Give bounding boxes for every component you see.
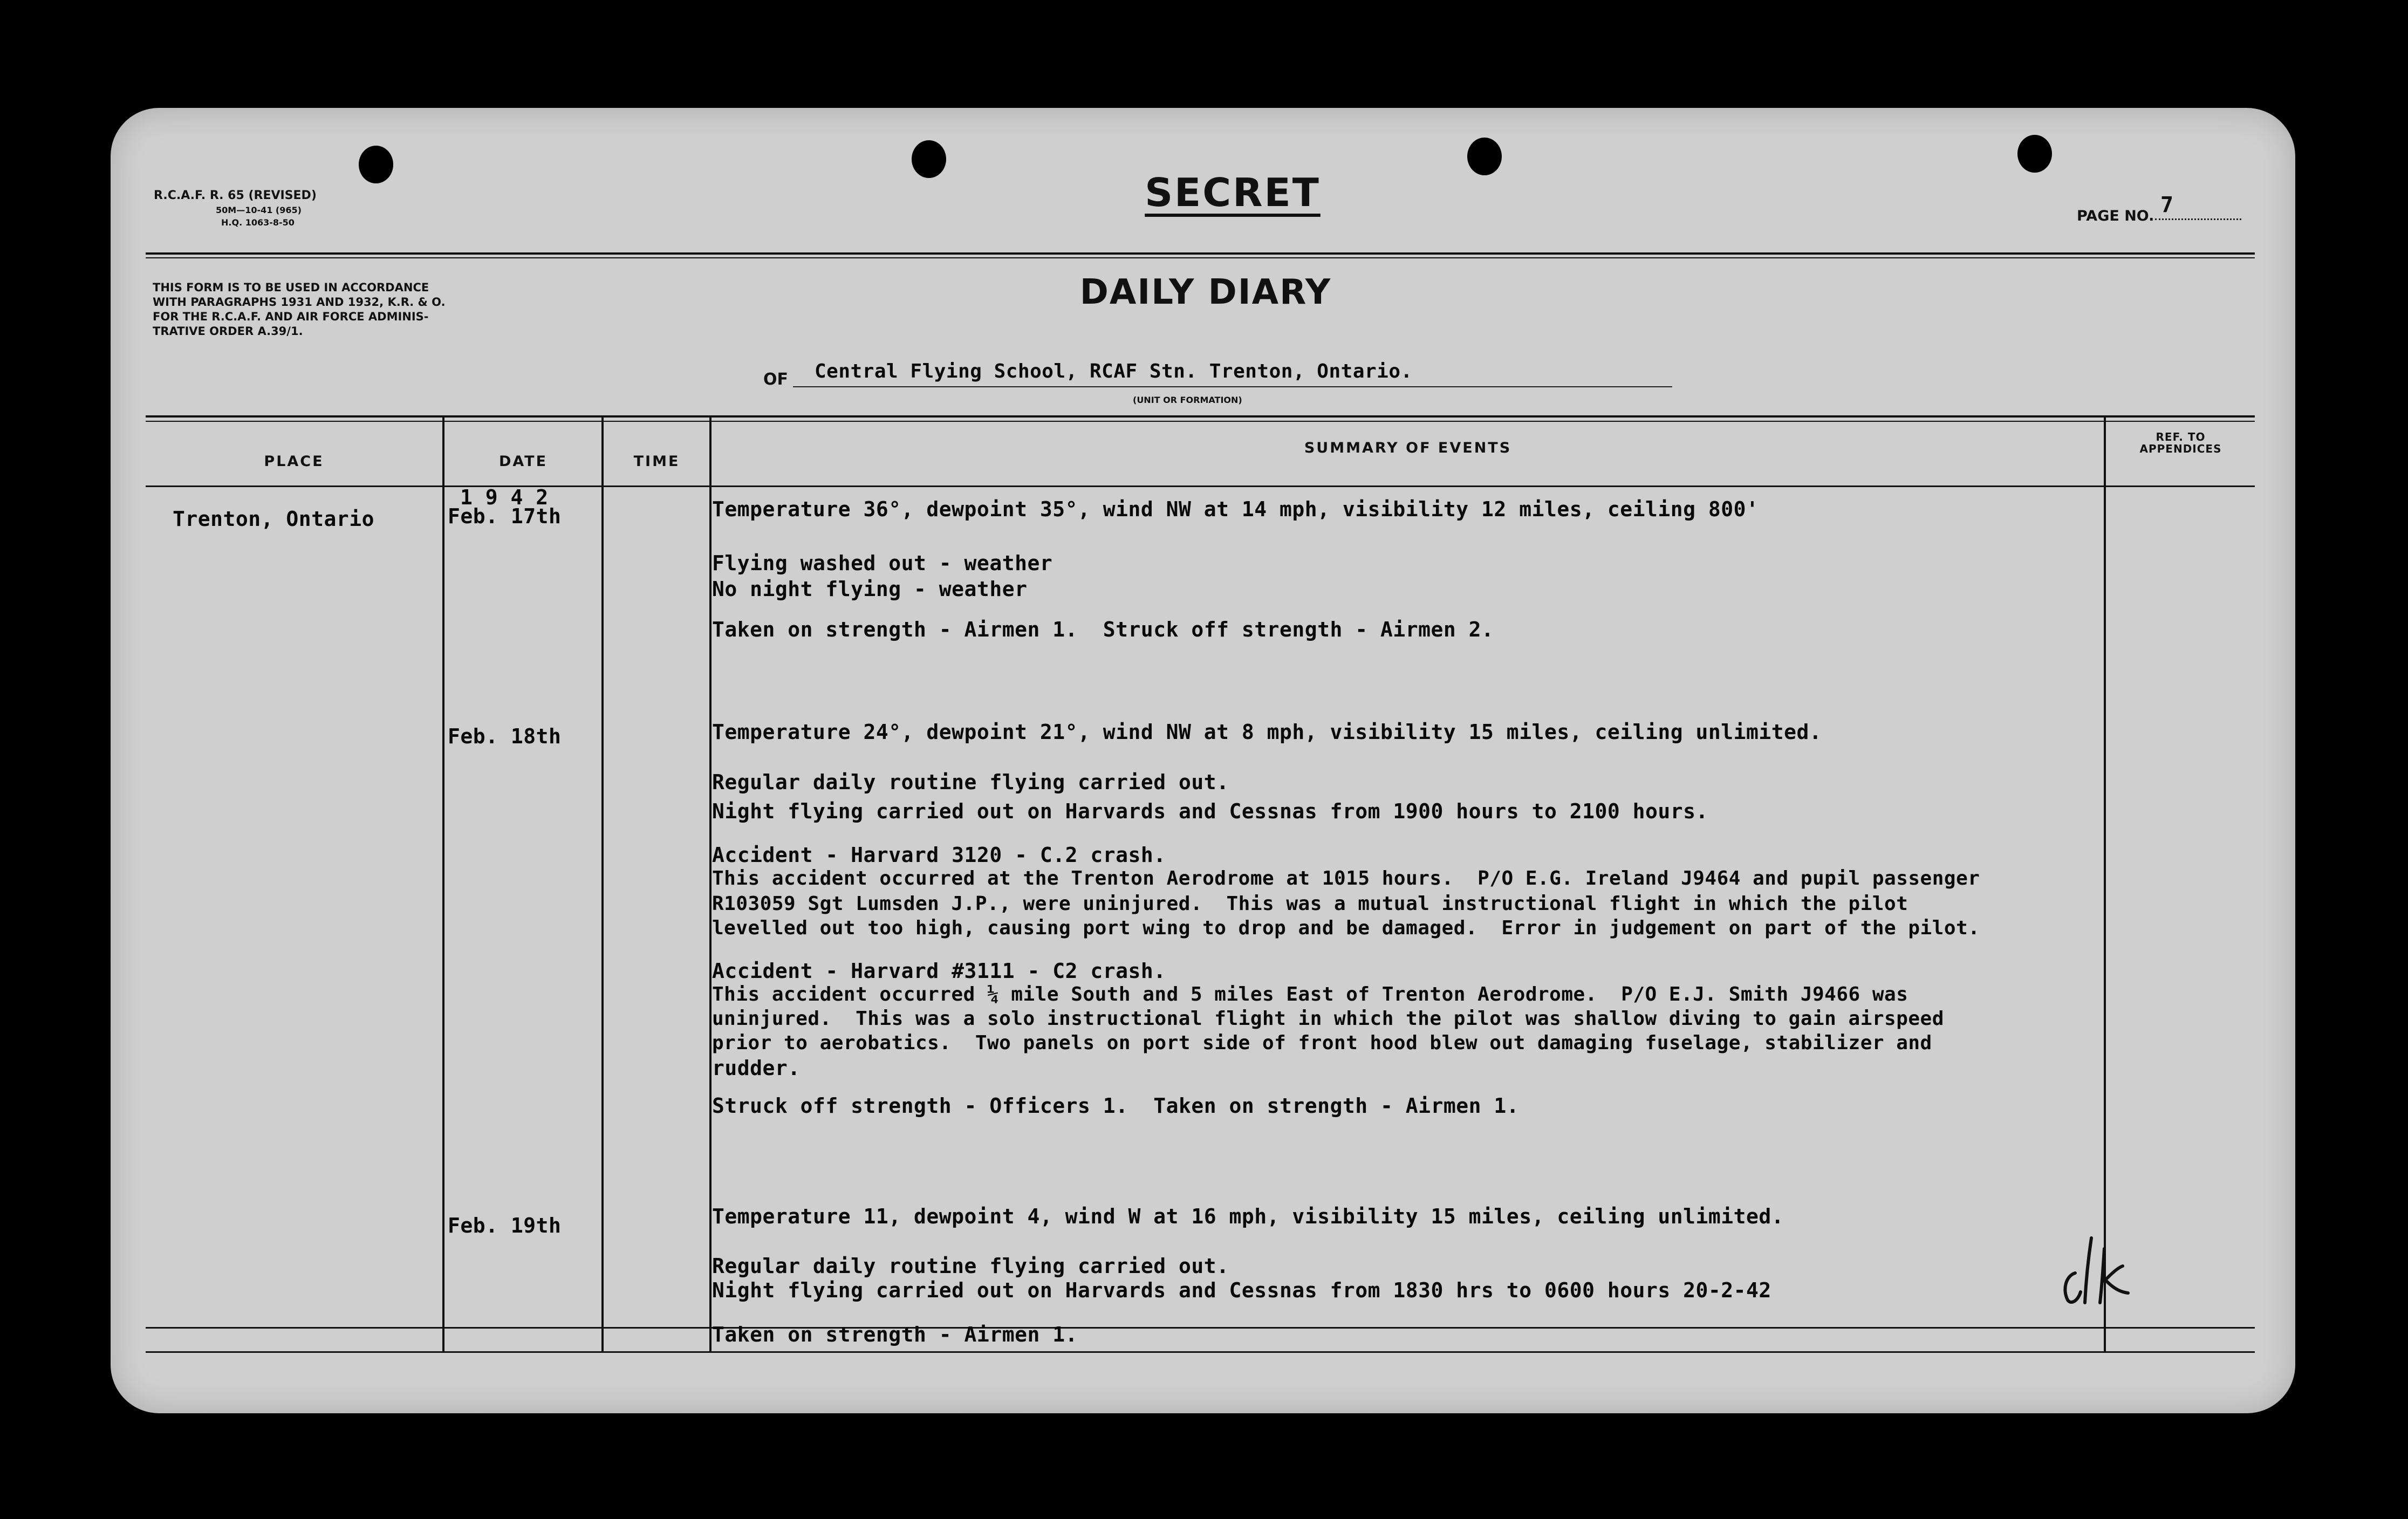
date-entry: Feb. 19th <box>448 1214 562 1237</box>
instruction-line: WITH PARAGRAPHS 1931 AND 1932, K.R. & O. <box>153 296 446 309</box>
place-entry: Trenton, Ontario <box>173 507 375 531</box>
summary-line: rudder. <box>712 1056 801 1080</box>
summary-line: Accident - Harvard 3120 - C.2 crash. <box>712 843 1166 867</box>
form-print-code-2: H.Q. 1063-8-50 <box>221 217 295 228</box>
classification-stamp <box>1109 170 1357 215</box>
diary-card <box>111 108 2295 1413</box>
page-number: 7 <box>2160 193 2174 217</box>
table-top-rule <box>146 415 2255 418</box>
punch-hole <box>359 146 393 183</box>
unit-name: Central Flying School, RCAF Stn. Trenton, Ontario. <box>815 360 1413 382</box>
summary-line: levelled out too high, causing port wing to drop and be damaged. Error in judgement on part of the pilot. <box>712 917 1980 939</box>
column-header-ref-2: APPENDICES <box>2139 442 2222 455</box>
instruction-line: FOR THE R.C.A.F. AND AIR FORCE ADMINIS- <box>153 310 429 323</box>
summary-line: This accident occurred ¼ mile South and 5 miles East of Trenton Aerodrome. P/O E.J. Smith J9466 was <box>712 983 1908 1005</box>
of-label: OF <box>763 370 788 389</box>
summary-line: Night flying carried out on Harvards and Cessnas from 1900 hours to 2100 hours. <box>712 799 1708 823</box>
summary-line: Struck off strength - Officers 1. Taken on strength - Airmen 1. <box>712 1094 1520 1118</box>
classification-text: SECRET <box>1145 170 1321 215</box>
column-header-date: DATE <box>498 453 548 470</box>
summary-line: No night flying - weather <box>712 577 1028 601</box>
table-bottom-rule <box>146 1351 2255 1353</box>
summary-line: Temperature 24°, dewpoint 21°, wind NW at 8 mph, visibility 15 miles, ceiling unlimited. <box>712 720 1822 744</box>
column-rule <box>2104 415 2106 1351</box>
summary-line: Regular daily routine flying carried out. <box>712 770 1229 794</box>
form-number: R.C.A.F. R. 65 (REVISED) <box>154 189 317 202</box>
summary-line: Taken on strength - Airmen 1. Struck off strength - Airmen 2. <box>712 618 1494 641</box>
column-rule <box>601 415 604 1351</box>
summary-line: Night flying carried out on Harvards and Cessnas from 1830 hrs to 0600 hours 20-2-42 <box>712 1278 1771 1302</box>
column-header-ref-1: REF. TO <box>2156 430 2206 443</box>
column-header-time: TIME <box>633 453 680 470</box>
page-label: PAGE NO. <box>2077 208 2154 224</box>
form-instructions <box>153 280 446 339</box>
summary-line: Regular daily routine flying carried out. <box>712 1254 1229 1278</box>
summary-line: prior to aerobatics. Two panels on port side of front hood blew out damaging fuselage, stabilizer and <box>712 1032 1932 1054</box>
table-bottom-rule <box>146 1327 2255 1329</box>
header-rule <box>146 252 2255 255</box>
summary-line: uninjured. This was a solo instructional flight in which the pilot was shallow diving to gain airspeed <box>712 1008 1944 1030</box>
form-print-code-1: 50M—10-41 (965) <box>216 205 302 215</box>
header-rule <box>146 257 2255 258</box>
column-rule <box>709 415 712 1351</box>
instruction-line: TRATIVE ORDER A.39/1. <box>153 325 303 338</box>
punch-hole <box>1467 138 1502 175</box>
date-entry: Feb. 17th <box>448 504 562 528</box>
punch-hole <box>2017 135 2052 173</box>
summary-line: Taken on strength - Airmen 1. <box>712 1323 1078 1346</box>
column-header-summary: SUMMARY OF EVENTS <box>1304 440 1512 456</box>
date-entry: Feb. 18th <box>448 724 562 748</box>
summary-line: This accident occurred at the Trenton Aerodrome at 1015 hours. P/O E.G. Ireland J9464 and pupil passenger <box>712 867 1980 889</box>
summary-line: Flying washed out - weather <box>712 551 1053 575</box>
column-rule <box>442 415 444 1351</box>
page-number-blank <box>2155 193 2241 220</box>
punch-hole <box>912 140 946 178</box>
unit-line <box>793 361 1672 387</box>
column-header-place: PLACE <box>264 453 324 470</box>
page-title: DAILY DIARY <box>1079 272 1332 312</box>
table-top-rule <box>146 421 2255 422</box>
summary-line: Temperature 11, dewpoint 4, wind W at 16 mph, visibility 15 miles, ceiling unlimited. <box>712 1205 1784 1228</box>
unit-caption: (UNIT OR FORMATION) <box>1133 395 1242 405</box>
instruction-line: THIS FORM IS TO BE USED IN ACCORDANCE <box>153 281 429 294</box>
summary-line: R103059 Sgt Lumsden J.P., were uninjured. This was a mutual instructional flight in which the pilot <box>712 893 1908 915</box>
summary-line: Accident - Harvard #3111 - C2 crash. <box>712 959 1166 983</box>
handwritten-initials <box>2053 1227 2133 1311</box>
year-entry: 1 9 4 2 <box>460 485 549 509</box>
summary-line: Temperature 36°, dewpoint 35°, wind NW at 14 mph, visibility 12 miles, ceiling 800' <box>712 497 1759 521</box>
